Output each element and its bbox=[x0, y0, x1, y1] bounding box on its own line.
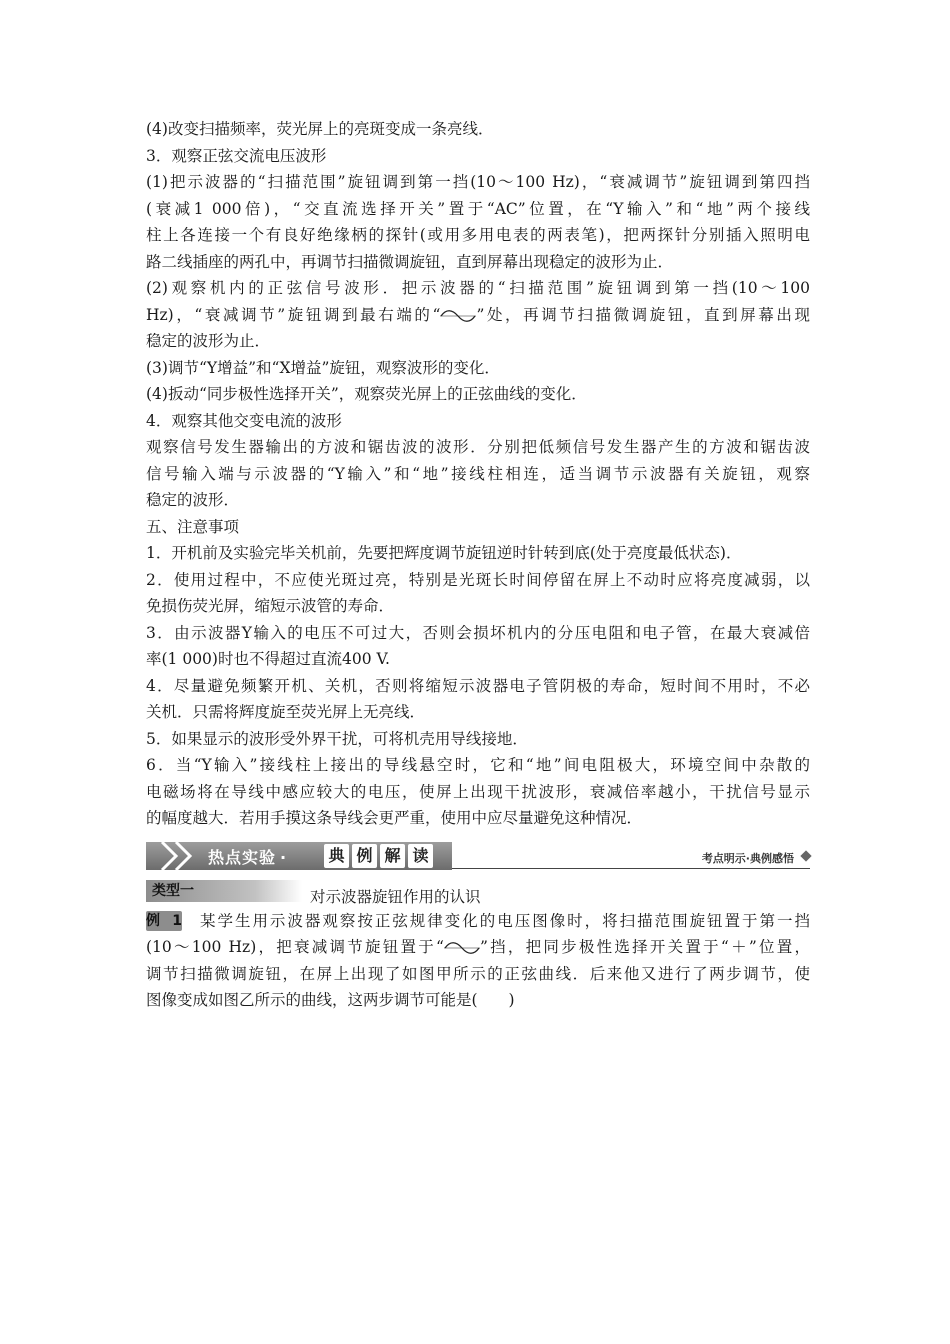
text-segment: ”挡，把同步极性选择开关置于“＋”位置， bbox=[479, 938, 810, 956]
text-line: 3．观察正弦交流电压波形 bbox=[146, 146, 327, 165]
type-title: 对示波器旋钮作用的认识 bbox=[310, 887, 481, 906]
banner-title-text: 热点实验 bbox=[208, 847, 277, 867]
section-banner bbox=[146, 838, 810, 874]
example-rest bbox=[146, 961, 810, 1014]
chevron-right-icon bbox=[160, 840, 208, 872]
banner-dot: · bbox=[280, 847, 288, 867]
text-line: 信号输入端与示波器的“Y输入”和“地”接线柱相连，适当调节示波器有关旋钮，观察 bbox=[146, 464, 810, 483]
text-line: 柱上各连接一个有良好绝缘柄的探针(或用多用电表的两表笔)，把两探针分别插入照明电 bbox=[146, 226, 810, 244]
text-line: (3)调节“Y增益”和“X增益”旋钮，观察波形的变化． bbox=[146, 358, 500, 377]
sine-wave-icon bbox=[444, 942, 480, 954]
text-line: 稳定的波形． bbox=[146, 491, 240, 509]
text-line: 稳定的波形为止． bbox=[146, 332, 271, 350]
section-top bbox=[146, 116, 810, 302]
text-line: 关机．只需将辉度旋至荧光屏上无亮线． bbox=[146, 703, 426, 721]
text-line: (4)改变扫描频率，荧光屏上的亮斑变成一条亮线． bbox=[146, 120, 494, 138]
text-line: 6．当“Y输入”接线柱上接出的导线悬空时，它和“地”间电阻极大，环境空间中杂散的 bbox=[146, 756, 810, 774]
text-line: 调节扫描微调旋钮，在屏上出现了如图甲所示的正弦曲线．后来他又进行了两步调节，使 bbox=[146, 964, 810, 983]
text-segment: (10～100 Hz)，把衰减调节旋钮置于“ bbox=[146, 938, 444, 956]
example-badge: 例1 bbox=[146, 912, 182, 929]
text-line: (2)观察机内的正弦信号波形．把示波器的“扫描范围”旋钮调到第一挡(10～100 bbox=[146, 279, 810, 297]
text-line: 路二线插座的两孔中，再调节扫描微调旋钮，直到屏幕出现稳定的波形为止． bbox=[146, 252, 674, 271]
example-line-1 bbox=[146, 908, 810, 935]
text-line: 3．由示波器Y输入的电压不可过大，否则会损坏机内的分压电阻和电子管，在最大衰减倍 bbox=[146, 623, 810, 642]
text-line: 电磁场将在导线中感应较大的电压，使屏上出现干扰波形，衰减倍率越小，干扰信号显示 bbox=[146, 782, 810, 801]
banner-title-box: 例 bbox=[352, 844, 377, 868]
text-line: 2．使用过程中，不应使光斑过亮，特别是光斑长时间停留在屏上不动时应将亮度减弱，以 bbox=[146, 570, 810, 589]
text-line: 率(1 000)时也不得超过直流400 V. bbox=[146, 650, 390, 668]
banner-title-boxes bbox=[324, 844, 433, 868]
section-middle bbox=[146, 328, 810, 832]
text-line: 观察信号发生器输出的方波和锯齿波的波形．分别把低频信号发生器产生的方波和锯齿波 bbox=[146, 438, 810, 456]
banner-title-box: 读 bbox=[408, 844, 433, 868]
banner-rule bbox=[452, 868, 810, 869]
document-page bbox=[146, 116, 810, 1014]
text-segment: ”处，再调节扫描微调旋钮，直到屏幕出现 bbox=[476, 305, 810, 324]
banner-subtitle: 考点明示·典例感悟 bbox=[701, 851, 794, 865]
text-line: 五、注意事项 bbox=[146, 517, 240, 536]
text-line: 4．观察其他交变电流的波形 bbox=[146, 411, 342, 430]
text-line: (4)扳动“同步极性选择开关”，观察荧光屏上的正弦曲线的变化． bbox=[146, 385, 587, 403]
text-line: 1．开机前及实验完毕关机前，先要把辉度调节旋钮逆时针转到底(处于亮度最低状态)． bbox=[146, 544, 742, 562]
diamond-icon bbox=[800, 850, 811, 861]
text-line: (1)把示波器的“扫描范围”旋钮调到第一挡(10～100 Hz)，“衰减调节”旋钮调到第四挡 bbox=[146, 173, 810, 191]
text-line: 的幅度越大．若用手摸这条导线会更严重，使用中应尽量避免这种情况． bbox=[146, 809, 643, 827]
text-line: 免损伤荧光屏，缩短示波管的寿命． bbox=[146, 597, 395, 615]
banner-title bbox=[208, 845, 291, 868]
text-line: 5．如果显示的波形受外界干扰，可将机壳用导线接地． bbox=[146, 729, 528, 748]
banner-title-box: 解 bbox=[380, 844, 405, 868]
sine-wave-icon bbox=[440, 310, 476, 322]
text-segment: Hz)，“衰减调节”旋钮调到最右端的“ bbox=[146, 305, 441, 324]
example-line-2 bbox=[146, 934, 810, 961]
type-label: 类型一 bbox=[146, 880, 302, 902]
banner-title-box: 典 bbox=[324, 844, 349, 868]
text-line: 图像变成如图乙所示的曲线，这两步调节可能是( ) bbox=[146, 991, 515, 1009]
text-segment: 某学生用示波器观察按正弦规律变化的电压图像时，将扫描范围旋钮置于第一挡 bbox=[198, 911, 810, 930]
text-line: (衰减1 000倍)，“交直流选择开关”置于“AC”位置，在“Y输入”和“地”两个接线 bbox=[146, 199, 810, 218]
type-row bbox=[146, 880, 810, 908]
text-line-sine-1 bbox=[146, 302, 810, 329]
text-line: 4．尽量避免频繁开机、关机，否则将缩短示波器电子管阴极的寿命，短时间不用时，不必 bbox=[146, 676, 810, 695]
